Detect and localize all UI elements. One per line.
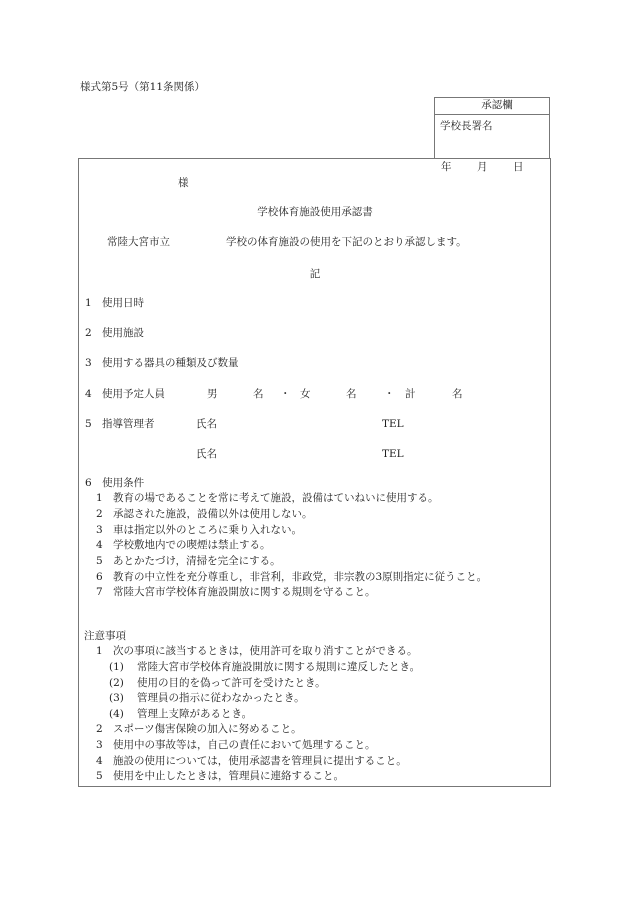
notes-heading: 注意事項 [84,630,126,642]
statement-city: 常陸大宮市立 [107,236,170,248]
note-text: スポーツ傷害保険の加入に努めること。 [113,723,302,735]
condition-number: 2 [96,508,103,520]
separator-dot: ・ [280,388,291,400]
note-number: 3 [96,739,103,751]
total-label: 計 [405,388,416,400]
note-text: 使用中の事故等は，自己の責任において処理すること。 [113,739,376,751]
male-unit: 名 [253,388,264,400]
subnote-text: 使用の目的を偽って許可を受けたとき。 [137,677,326,689]
condition-number: 3 [96,524,103,536]
note-text: 施設の使用については，使用承認書を管理員に提出すること。 [113,755,407,767]
female-unit: 名 [346,388,357,400]
condition-number: 5 [96,555,103,567]
subnote-number: (1) [109,661,124,673]
conditions-heading: 6 使用条件 [85,477,145,489]
condition-text: あとかたづけ，清掃を完全にする。 [113,555,281,567]
ki-heading: 記 [309,268,321,280]
date-line [441,162,524,173]
document-title: 学校体育施設使用承認書 [257,206,373,218]
statement-text: 学校の体育施設の使用を下記のとおり承認します。 [226,236,467,248]
item-number: 5 [85,418,92,430]
condition-number: 1 [96,492,103,504]
subnote-number: (3) [109,692,124,704]
condition-text: 常陸大宮市学校体育施設開放に関する規則を守ること。 [113,586,376,598]
item-number: 4 [85,388,92,400]
subnote-text: 管理上支障があるとき。 [137,708,253,720]
condition-text: 承認された施設，設備以外は使用しない。 [113,508,313,520]
item-label: 指導管理者 [102,418,155,430]
item-label: 使用予定人員 [102,388,165,400]
subnote-text: 管理員の指示に従わなかったとき。 [137,692,305,704]
note-number: 4 [96,755,103,767]
date-month: 月 [477,161,488,173]
date-day: 日 [513,161,524,173]
note-number: 2 [96,723,103,735]
item-label: 使用日時 [102,297,144,309]
item-number: 1 [85,297,92,309]
item-label: 使用施設 [102,327,144,339]
condition-text: 教育の中立性を充分尊重し，非営利，非政党，非宗教の3原則指定に従うこと。 [113,571,488,583]
form-number: 様式第5号（第11条関係） [80,81,206,93]
item-label: 使用する器具の種類及び数量 [102,357,239,369]
note-number: 1 [96,645,103,657]
condition-text: 学校敷地内での喫煙は禁止する。 [113,539,271,551]
condition-text: 教育の場であることを常に考えて施設，設備はていねいに使用する。 [113,492,439,504]
note-text: 次の事項に該当するときは，使用許可を取り消すことができる。 [113,645,418,657]
approval-header: 承認欄 [435,98,549,115]
supervisor-name-label: 氏名 [196,418,217,430]
subnote-number: (4) [109,708,124,720]
separator-dot: ・ [384,388,395,400]
subnote-number: (2) [109,677,124,689]
supervisor-tel-label: TEL [382,418,404,430]
condition-number: 4 [96,539,103,551]
condition-number: 7 [96,586,103,598]
female-label: 女 [300,388,311,400]
item-number: 2 [85,327,92,339]
supervisor-name-label: 氏名 [196,448,217,460]
male-label: 男 [207,388,218,400]
note-number: 5 [96,770,103,782]
subnote-text: 常陸大宮市学校体育施設開放に関する規則に違反したとき。 [137,661,421,673]
principal-signature-label: 学校長署名 [440,120,493,132]
date-year: 年 [441,161,452,173]
note-text: 使用を中止したときは，管理員に連絡すること。 [113,770,344,782]
supervisor-tel-label: TEL [382,448,404,460]
approval-box [434,97,550,158]
total-unit: 名 [452,388,463,400]
condition-number: 6 [96,571,103,583]
addressee-suffix: 様 [178,177,189,189]
item-number: 3 [85,357,92,369]
condition-text: 車は指定以外のところに乗り入れない。 [113,524,302,536]
